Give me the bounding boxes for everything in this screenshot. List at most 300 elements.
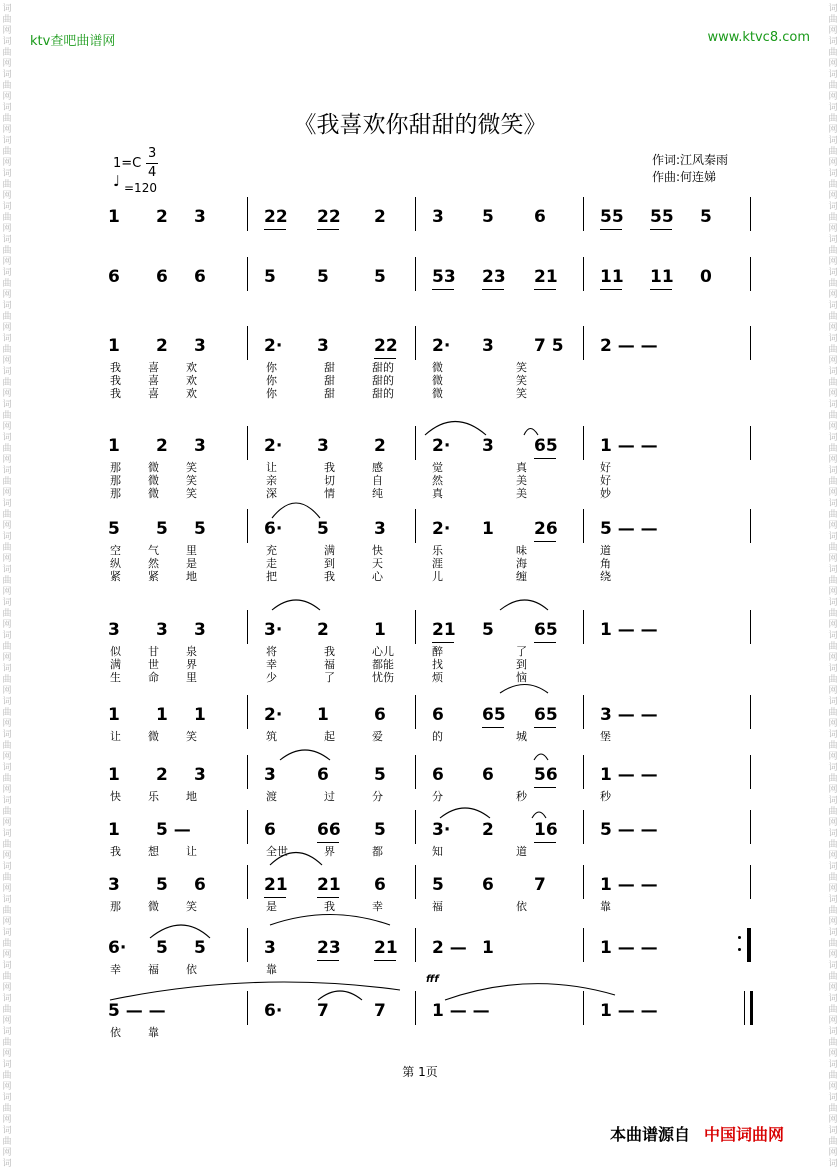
lyric: 然 bbox=[148, 557, 159, 570]
bar-line bbox=[247, 426, 248, 460]
watermark-glyph: 词 bbox=[828, 631, 838, 641]
watermark-glyph: 词 bbox=[828, 796, 838, 806]
song-title: 《我喜欢你甜甜的微笑》 bbox=[293, 112, 547, 138]
note: 1 bbox=[482, 938, 494, 958]
bar-line bbox=[415, 755, 416, 789]
lyric: 我 bbox=[110, 387, 121, 400]
watermark-glyph: 网 bbox=[828, 191, 838, 201]
lyric: 走 bbox=[266, 557, 277, 570]
note: 3 bbox=[194, 436, 206, 456]
time-signature-line bbox=[146, 163, 158, 164]
note: 0 bbox=[700, 267, 712, 287]
watermark-glyph: 曲 bbox=[828, 15, 838, 25]
lyric: 然 bbox=[432, 474, 443, 487]
slur bbox=[280, 750, 330, 760]
bar-line bbox=[583, 991, 584, 1025]
watermark-glyph: 网 bbox=[828, 323, 838, 333]
note: 2 bbox=[374, 436, 386, 456]
final-bar bbox=[744, 991, 745, 1025]
watermark-glyph: 曲 bbox=[2, 906, 12, 916]
beam-underline bbox=[317, 229, 339, 230]
lyric: 感 bbox=[372, 461, 383, 474]
note: 1 bbox=[108, 336, 120, 356]
lyric: 笑 bbox=[516, 361, 527, 374]
watermark-glyph: 网 bbox=[828, 389, 838, 399]
lyric: 了 bbox=[324, 671, 335, 684]
lyric: 依 bbox=[516, 900, 527, 913]
lyric: 笑 bbox=[516, 387, 527, 400]
note: 1 bbox=[194, 705, 206, 725]
lyric: 纵 bbox=[110, 557, 121, 570]
watermark-glyph: 曲 bbox=[2, 972, 12, 982]
note: 6 bbox=[156, 267, 168, 287]
watermark-glyph: 曲 bbox=[828, 1104, 838, 1114]
bar-line bbox=[750, 509, 751, 543]
watermark-glyph: 曲 bbox=[2, 345, 12, 355]
watermark-glyph: 网 bbox=[828, 422, 838, 432]
beam-underline bbox=[650, 229, 672, 230]
note: 7 bbox=[317, 1001, 329, 1021]
watermark-glyph: 曲 bbox=[2, 81, 12, 91]
note: 1 — — bbox=[600, 1001, 658, 1021]
lyric: 我 bbox=[110, 374, 121, 387]
lyric: 你 bbox=[266, 374, 277, 387]
lyric: 觉 bbox=[432, 461, 443, 474]
watermark-glyph: 词 bbox=[2, 202, 12, 212]
watermark-glyph: 网 bbox=[828, 554, 838, 564]
watermark-glyph: 曲 bbox=[828, 477, 838, 487]
watermark-glyph: 曲 bbox=[828, 609, 838, 619]
lyric: 甜的 bbox=[372, 374, 394, 387]
lyric: 自 bbox=[372, 474, 383, 487]
bar-line bbox=[583, 810, 584, 844]
note: 5 — bbox=[156, 820, 191, 840]
lyric: 我 bbox=[324, 461, 335, 474]
note: 55 bbox=[650, 207, 674, 227]
lyric: 好 bbox=[600, 461, 611, 474]
watermark-glyph: 网 bbox=[2, 983, 12, 993]
watermark-glyph: 词 bbox=[2, 1093, 12, 1103]
note: 7 bbox=[534, 875, 546, 895]
bar-line bbox=[583, 509, 584, 543]
note: 5 bbox=[482, 207, 494, 227]
lyric: 亲 bbox=[266, 474, 277, 487]
watermark-glyph: 词 bbox=[828, 664, 838, 674]
watermark-glyph: 词 bbox=[2, 763, 12, 773]
watermark-glyph: 词 bbox=[828, 37, 838, 47]
lyric: 满 bbox=[110, 658, 121, 671]
watermark-glyph: 词 bbox=[828, 466, 838, 476]
watermark-glyph: 网 bbox=[2, 1148, 12, 1158]
lyric: 妙 bbox=[600, 487, 611, 500]
note: 6· bbox=[264, 519, 283, 539]
lyric: 恼 bbox=[516, 671, 527, 684]
lyric: 依 bbox=[110, 1026, 121, 1039]
note: 6 bbox=[482, 875, 494, 895]
bar-line bbox=[583, 865, 584, 899]
note: 23 bbox=[482, 267, 506, 287]
lyric: 喜 bbox=[148, 361, 159, 374]
note: 1 — — bbox=[600, 436, 658, 456]
note: 66 bbox=[317, 820, 341, 840]
watermark-glyph: 词 bbox=[2, 961, 12, 971]
note: 1 bbox=[108, 705, 120, 725]
lyric: 分 bbox=[432, 790, 443, 803]
note: 6 bbox=[534, 207, 546, 227]
watermark-glyph: 词 bbox=[828, 169, 838, 179]
watermark-glyph: 曲 bbox=[2, 246, 12, 256]
watermark-glyph: 词 bbox=[828, 928, 838, 938]
watermark-glyph: 词 bbox=[2, 103, 12, 113]
note: 3 bbox=[432, 207, 444, 227]
watermark-glyph: 词 bbox=[2, 1126, 12, 1136]
watermark-glyph: 曲 bbox=[2, 576, 12, 586]
watermark-glyph: 网 bbox=[2, 125, 12, 135]
lyric: 快 bbox=[372, 544, 383, 557]
watermark-glyph: 曲 bbox=[828, 246, 838, 256]
watermark-glyph: 网 bbox=[2, 257, 12, 267]
lyric: 是 bbox=[186, 557, 197, 570]
watermark-glyph: 曲 bbox=[828, 873, 838, 883]
note: 21 bbox=[264, 875, 288, 895]
slur bbox=[272, 600, 320, 610]
watermark-glyph: 网 bbox=[2, 59, 12, 69]
lyric: 切 bbox=[324, 474, 335, 487]
beam-underline bbox=[317, 897, 339, 898]
note: 2 — — bbox=[600, 336, 658, 356]
note: 56 bbox=[534, 765, 558, 785]
note: 21 bbox=[374, 938, 398, 958]
lyric: 你 bbox=[266, 361, 277, 374]
note: 5 — — bbox=[600, 820, 658, 840]
lyric: 里 bbox=[186, 544, 197, 557]
watermark-glyph: 网 bbox=[2, 1082, 12, 1092]
lyric: 天 bbox=[372, 557, 383, 570]
watermark-glyph: 曲 bbox=[828, 576, 838, 586]
watermark-glyph: 网 bbox=[828, 884, 838, 894]
note: 6 bbox=[482, 765, 494, 785]
beam-underline bbox=[317, 842, 339, 843]
watermark-glyph: 曲 bbox=[2, 675, 12, 685]
note: 3 bbox=[108, 875, 120, 895]
bar-line bbox=[750, 426, 751, 460]
lyric: 深 bbox=[266, 487, 277, 500]
bar-line bbox=[583, 928, 584, 962]
bar-line bbox=[750, 610, 751, 644]
watermark-glyph: 曲 bbox=[2, 279, 12, 289]
quarter-note-icon: ♩ bbox=[113, 172, 121, 190]
lyric: 那 bbox=[110, 461, 121, 474]
lyric: 找 bbox=[432, 658, 443, 671]
lyric: 都 bbox=[372, 845, 383, 858]
watermark-glyph: 曲 bbox=[2, 708, 12, 718]
lyric: 忧伤 bbox=[372, 671, 394, 684]
watermark-glyph: 词 bbox=[828, 103, 838, 113]
watermark-glyph: 词 bbox=[2, 235, 12, 245]
lyric: 欢 bbox=[186, 361, 197, 374]
lyric: 道 bbox=[516, 845, 527, 858]
lyric: 笑 bbox=[516, 374, 527, 387]
watermark-glyph: 网 bbox=[828, 224, 838, 234]
lyric: 缠 bbox=[516, 570, 527, 583]
watermark-glyph: 词 bbox=[828, 70, 838, 80]
watermark-glyph: 词 bbox=[2, 433, 12, 443]
note: 5 bbox=[156, 875, 168, 895]
watermark-glyph: 曲 bbox=[2, 939, 12, 949]
lyric: 我 bbox=[110, 361, 121, 374]
lyric: 真 bbox=[432, 487, 443, 500]
note: 1 bbox=[317, 705, 329, 725]
lyric: 界 bbox=[324, 845, 335, 858]
note: 6· bbox=[264, 1001, 283, 1021]
watermark-glyph: 词 bbox=[2, 565, 12, 575]
beam-underline bbox=[432, 289, 454, 290]
lyric: 分 bbox=[372, 790, 383, 803]
note: 2 — bbox=[432, 938, 467, 958]
watermark-glyph: 曲 bbox=[2, 444, 12, 454]
beam-underline bbox=[534, 642, 556, 643]
composer-credit: 作曲:何连娣 bbox=[652, 170, 717, 184]
watermark-glyph: 词 bbox=[828, 1159, 838, 1169]
lyric: 幸 bbox=[110, 963, 121, 976]
watermark-glyph: 曲 bbox=[2, 873, 12, 883]
note: 5 bbox=[194, 519, 206, 539]
lyric: 笑 bbox=[186, 461, 197, 474]
bar-line bbox=[583, 755, 584, 789]
watermark-glyph: 曲 bbox=[828, 213, 838, 223]
lyric: 生 bbox=[110, 671, 121, 684]
beam-underline bbox=[374, 960, 396, 961]
note: 1 — — bbox=[600, 938, 658, 958]
watermark-glyph: 词 bbox=[828, 1027, 838, 1037]
slur bbox=[534, 754, 548, 760]
watermark-glyph: 网 bbox=[828, 818, 838, 828]
lyric: 纯 bbox=[372, 487, 383, 500]
watermark-glyph: 网 bbox=[828, 356, 838, 366]
note: 2 bbox=[156, 207, 168, 227]
lyric: 乐 bbox=[148, 790, 159, 803]
lyric: 笑 bbox=[186, 730, 197, 743]
note: 5 bbox=[317, 267, 329, 287]
note: 1 bbox=[156, 705, 168, 725]
watermark-glyph: 网 bbox=[2, 389, 12, 399]
bar-line bbox=[247, 865, 248, 899]
note: 65 bbox=[534, 620, 558, 640]
lyric: 都能 bbox=[372, 658, 394, 671]
watermark-glyph: 网 bbox=[828, 488, 838, 498]
bar-line bbox=[247, 610, 248, 644]
watermark-glyph: 网 bbox=[828, 455, 838, 465]
bar-line bbox=[750, 197, 751, 231]
watermark-glyph: 网 bbox=[828, 1082, 838, 1092]
lyric: 到 bbox=[324, 557, 335, 570]
note: 16 bbox=[534, 820, 558, 840]
watermark-glyph: 曲 bbox=[828, 906, 838, 916]
slur bbox=[318, 991, 362, 1000]
lyric: 空 bbox=[110, 544, 121, 557]
lyric: 筑 bbox=[266, 730, 277, 743]
bar-line bbox=[583, 197, 584, 231]
watermark-glyph: 曲 bbox=[828, 147, 838, 157]
beam-underline bbox=[482, 727, 504, 728]
lyric: 爱 bbox=[372, 730, 383, 743]
watermark-glyph: 词 bbox=[2, 928, 12, 938]
lyric: 涯 bbox=[432, 557, 443, 570]
bar-line bbox=[583, 695, 584, 729]
beam-underline bbox=[534, 289, 556, 290]
slur bbox=[440, 808, 490, 818]
note: 11 bbox=[650, 267, 674, 287]
watermark-glyph: 曲 bbox=[2, 642, 12, 652]
watermark-glyph: 词 bbox=[828, 862, 838, 872]
watermark-glyph: 网 bbox=[2, 422, 12, 432]
note: 26 bbox=[534, 519, 558, 539]
beam-underline bbox=[534, 458, 556, 459]
watermark-glyph: 网 bbox=[828, 653, 838, 663]
lyric: 情 bbox=[324, 487, 335, 500]
note: 22 bbox=[264, 207, 288, 227]
note: 3 bbox=[482, 336, 494, 356]
lyric: 渡 bbox=[266, 790, 277, 803]
left-watermark-strip bbox=[0, 0, 14, 1169]
note: 5 bbox=[700, 207, 712, 227]
note: 1 bbox=[108, 820, 120, 840]
lyric: 那 bbox=[110, 474, 121, 487]
note: 5 bbox=[482, 620, 494, 640]
note: 6 bbox=[194, 267, 206, 287]
watermark-glyph: 曲 bbox=[828, 675, 838, 685]
beam-underline bbox=[534, 787, 556, 788]
watermark-glyph: 网 bbox=[2, 884, 12, 894]
watermark-glyph: 网 bbox=[828, 257, 838, 267]
watermark-glyph: 曲 bbox=[828, 510, 838, 520]
bar-line bbox=[583, 426, 584, 460]
lyric: 紧 bbox=[110, 570, 121, 583]
note: 5 bbox=[317, 519, 329, 539]
watermark-glyph: 词 bbox=[828, 697, 838, 707]
watermark-glyph: 网 bbox=[2, 719, 12, 729]
bar-line bbox=[750, 928, 751, 962]
note: 2 bbox=[156, 436, 168, 456]
watermark-glyph: 曲 bbox=[2, 1137, 12, 1147]
lyric: 美 bbox=[516, 487, 527, 500]
watermark-glyph: 词 bbox=[2, 730, 12, 740]
lyric: 泉 bbox=[186, 645, 197, 658]
watermark-glyph: 曲 bbox=[2, 48, 12, 58]
watermark-glyph: 曲 bbox=[2, 114, 12, 124]
note: 3 bbox=[156, 620, 168, 640]
bar-line bbox=[247, 326, 248, 360]
watermark-glyph: 曲 bbox=[2, 609, 12, 619]
beam-underline bbox=[317, 960, 339, 961]
watermark-glyph: 词 bbox=[2, 598, 12, 608]
watermark-glyph: 网 bbox=[828, 1148, 838, 1158]
watermark-glyph: 词 bbox=[2, 994, 12, 1004]
beam-underline bbox=[534, 541, 556, 542]
watermark-glyph: 网 bbox=[2, 290, 12, 300]
watermark-glyph: 词 bbox=[828, 730, 838, 740]
note: 1 bbox=[108, 207, 120, 227]
watermark-glyph: 网 bbox=[2, 950, 12, 960]
watermark-glyph: 词 bbox=[2, 829, 12, 839]
note: 1 bbox=[108, 765, 120, 785]
lyric: 微 bbox=[432, 361, 443, 374]
lyric: 欢 bbox=[186, 387, 197, 400]
watermark-glyph: 网 bbox=[2, 917, 12, 927]
lyric: 界 bbox=[186, 658, 197, 671]
lyric: 乐 bbox=[432, 544, 443, 557]
watermark-glyph: 曲 bbox=[828, 48, 838, 58]
bar-line bbox=[415, 426, 416, 460]
note: 5 bbox=[156, 519, 168, 539]
watermark-glyph: 词 bbox=[2, 697, 12, 707]
watermark-glyph: 词 bbox=[2, 169, 12, 179]
watermark-glyph: 词 bbox=[2, 367, 12, 377]
lyric: 将 bbox=[266, 645, 277, 658]
watermark-glyph: 曲 bbox=[2, 1071, 12, 1081]
lyric: 甜 bbox=[324, 387, 335, 400]
watermark-glyph: 网 bbox=[828, 158, 838, 168]
watermark-glyph: 曲 bbox=[828, 741, 838, 751]
watermark-glyph: 网 bbox=[828, 686, 838, 696]
note: 3 bbox=[264, 938, 276, 958]
lyric: 幸 bbox=[372, 900, 383, 913]
repeat-dot bbox=[738, 936, 741, 939]
note: 5 — — bbox=[600, 519, 658, 539]
lyric: 让 bbox=[186, 845, 197, 858]
lyric: 地 bbox=[186, 570, 197, 583]
watermark-glyph: 网 bbox=[828, 1049, 838, 1059]
note: 2· bbox=[264, 336, 283, 356]
bar-line bbox=[750, 755, 751, 789]
lyricist-credit: 作词:江风秦雨 bbox=[652, 153, 729, 167]
watermark-glyph: 曲 bbox=[828, 114, 838, 124]
bar-line bbox=[247, 991, 248, 1025]
lyric: 命 bbox=[148, 671, 159, 684]
note: 11 bbox=[600, 267, 624, 287]
lyric: 少 bbox=[266, 671, 277, 684]
bar-line bbox=[750, 257, 751, 291]
bar-line bbox=[415, 197, 416, 231]
slur bbox=[445, 984, 615, 1000]
note: 65 bbox=[482, 705, 506, 725]
note: 3 bbox=[374, 519, 386, 539]
key-signature: 1=C bbox=[113, 156, 142, 171]
watermark-glyph: 词 bbox=[828, 202, 838, 212]
lyric: 我 bbox=[324, 570, 335, 583]
bar-line bbox=[247, 197, 248, 231]
note: 21 bbox=[534, 267, 558, 287]
watermark-glyph: 网 bbox=[2, 191, 12, 201]
watermark-glyph: 网 bbox=[2, 1049, 12, 1059]
watermark-glyph: 曲 bbox=[828, 840, 838, 850]
watermark-glyph: 词 bbox=[2, 1027, 12, 1037]
bar-line bbox=[583, 610, 584, 644]
lyric: 紧 bbox=[148, 570, 159, 583]
lyric: 绕 bbox=[600, 570, 611, 583]
lyric: 微 bbox=[148, 730, 159, 743]
lyric: 道 bbox=[600, 544, 611, 557]
lyric: 笑 bbox=[186, 900, 197, 913]
repeat-bar bbox=[747, 928, 750, 962]
lyric: 城 bbox=[516, 730, 527, 743]
lyric: 味 bbox=[516, 544, 527, 557]
watermark-glyph: 曲 bbox=[2, 1104, 12, 1114]
source-site: 中国词曲网 bbox=[704, 1125, 785, 1144]
watermark-glyph: 曲 bbox=[2, 807, 12, 817]
watermark-glyph: 曲 bbox=[2, 510, 12, 520]
beam-underline bbox=[600, 289, 622, 290]
